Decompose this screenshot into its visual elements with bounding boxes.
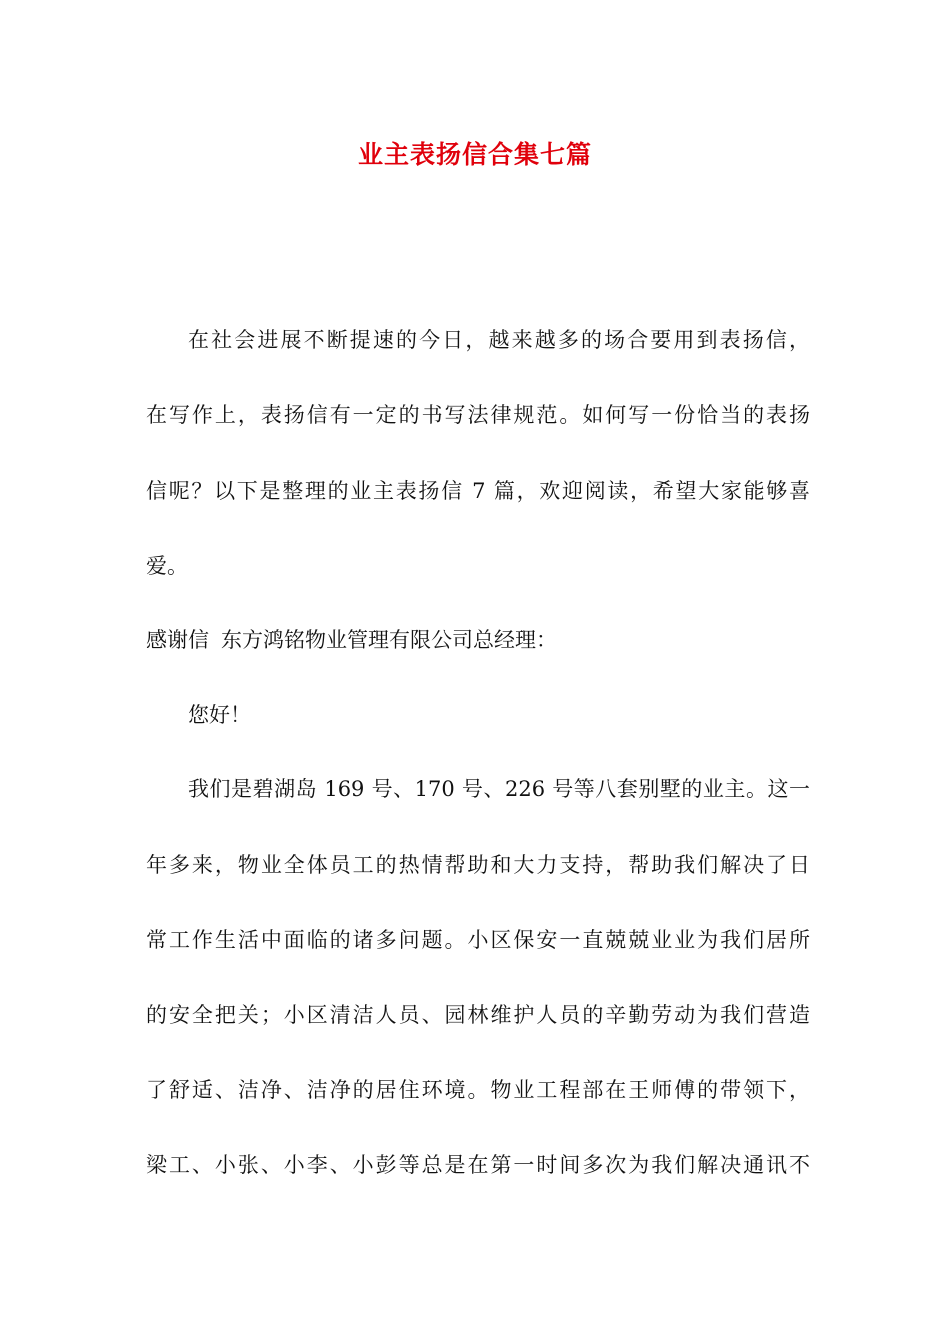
intro-line: 在社会进展不断提速的今日，越来越多的场合要用到表扬信， (188, 328, 810, 352)
body-line: 了舒适、洁净、洁净的居住环境。物业工程部在王师傅的带领下， (146, 1078, 810, 1102)
intro-line: 在写作上，表扬信有一定的书写法律规范。如何写一份恰当的表扬 (146, 403, 810, 427)
letter-heading-label: 感谢信 (146, 628, 209, 652)
letter-heading (146, 625, 810, 655)
body-line: 我们是碧湖岛 169 号、170 号、226 号等八套别墅的业主。这一 (188, 777, 810, 801)
body-line: 常工作生活中面临的诸多问题。小区保安一直兢兢业业为我们居所 (146, 928, 810, 952)
greeting: 您好！ (188, 703, 251, 727)
body-line: 梁工、小张、小李、小彭等总是在第一时间多次为我们解决通讯不 (146, 1153, 810, 1177)
body-line: 年多来，物业全体员工的热情帮助和大力支持，帮助我们解决了日 (146, 853, 810, 877)
intro-line: 信呢？以下是整理的业主表扬信 7 篇，欢迎阅读，希望大家能够喜 (146, 479, 810, 503)
document-title: 业主表扬信合集七篇 (357, 140, 592, 169)
body-line: 的安全把关；小区清洁人员、园林维护人员的辛勤劳动为我们营造 (146, 1003, 810, 1027)
intro-line: 爱。 (146, 554, 188, 578)
letter-recipient: 东方鸿铭物业管理有限公司总经理： (221, 628, 557, 652)
